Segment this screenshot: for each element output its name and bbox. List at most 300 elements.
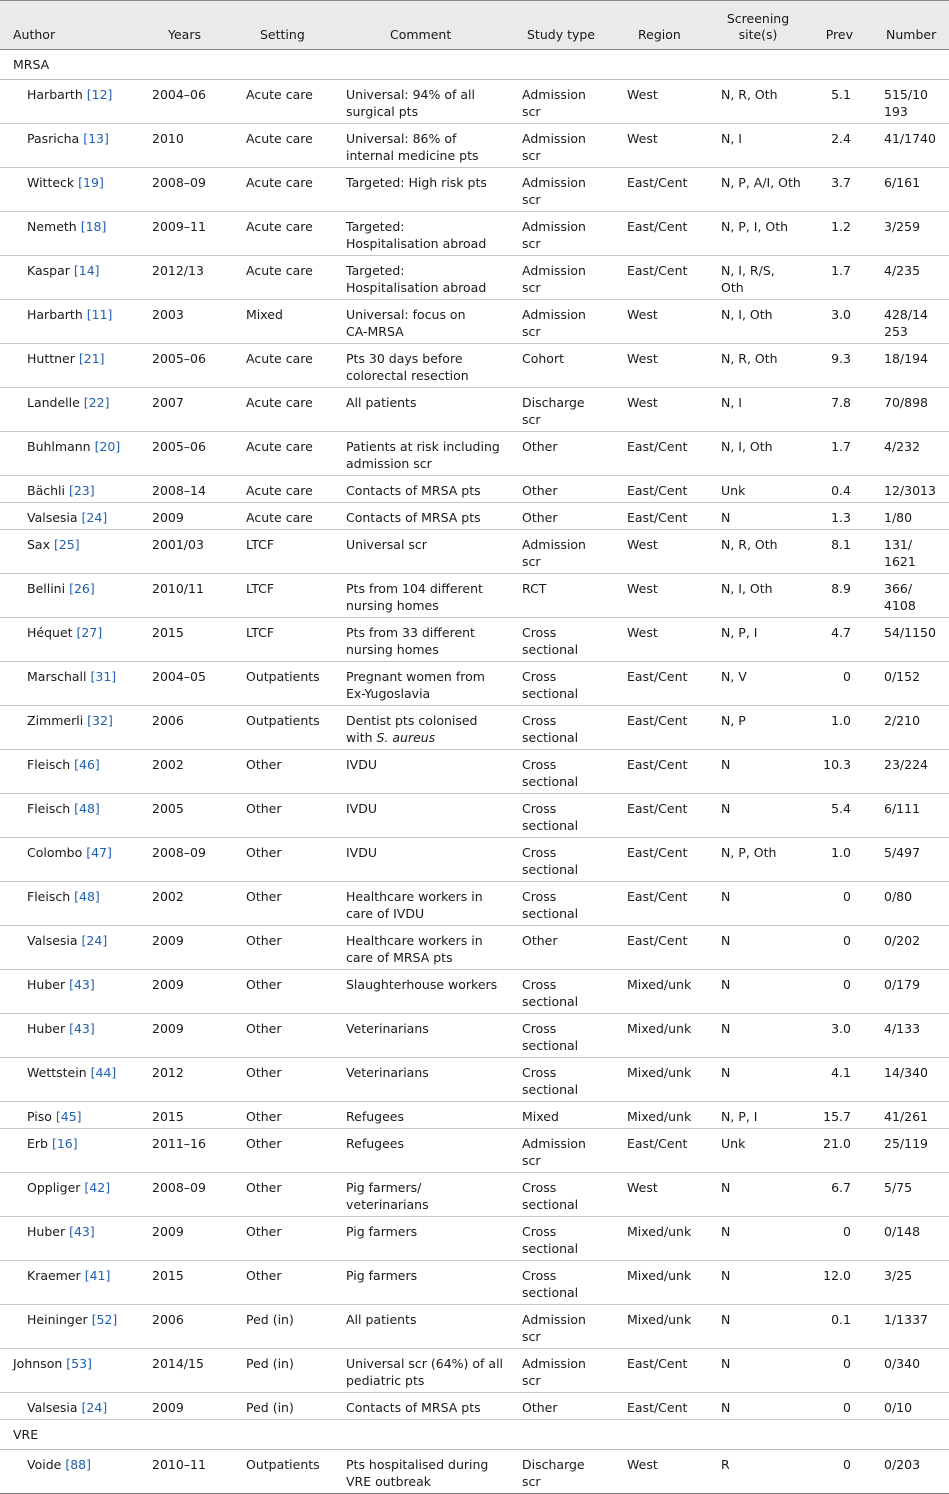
cell-study-type bbox=[522, 888, 578, 922]
cell-screening-sites-line: Unk bbox=[721, 1136, 746, 1151]
cell-screening-sites-line: Unk bbox=[721, 483, 746, 498]
cell-author bbox=[27, 800, 100, 817]
table-row bbox=[0, 1173, 949, 1217]
cell-comment bbox=[346, 1311, 416, 1328]
cell-setting: Other bbox=[246, 977, 282, 992]
cell-screening-sites bbox=[721, 350, 778, 367]
cell-number bbox=[884, 888, 912, 905]
cell-setting: Acute care bbox=[246, 395, 313, 410]
cell-study-type-line: Cross bbox=[522, 1180, 557, 1195]
cell-author bbox=[27, 130, 109, 147]
header-author: Author bbox=[13, 27, 56, 42]
cell-number-line: 0/80 bbox=[884, 889, 913, 904]
cell-number-line: 0/179 bbox=[884, 977, 921, 992]
cell-study-type-line: scr bbox=[522, 554, 541, 569]
cell-study-type-line: Cross bbox=[522, 713, 557, 728]
cell-prev: 3.0 bbox=[831, 307, 851, 322]
cell-study-type bbox=[522, 262, 586, 296]
table-row bbox=[0, 1305, 949, 1349]
cell-comment-line: Contacts of MRSA pts bbox=[346, 510, 481, 525]
cell-years: 2008–09 bbox=[152, 175, 206, 190]
cell-comment bbox=[346, 756, 377, 773]
reference-link[interactable]: [14] bbox=[73, 263, 100, 278]
cell-number-line: 0/340 bbox=[884, 1356, 921, 1371]
cell-study-type-line: Cross bbox=[522, 669, 557, 684]
cell-study-type-line: sectional bbox=[522, 642, 579, 657]
header-number: Number bbox=[886, 27, 937, 42]
cell-years: 2012/13 bbox=[152, 263, 204, 278]
author-name: Bellini bbox=[27, 581, 66, 596]
cell-prev: 3.0 bbox=[831, 1021, 851, 1036]
reference-link[interactable]: [42] bbox=[84, 1180, 111, 1195]
cell-comment bbox=[346, 438, 500, 472]
cell-study-type-line: scr bbox=[522, 192, 541, 207]
cell-years: 2015 bbox=[152, 625, 184, 640]
cell-screening-sites-line: N bbox=[721, 801, 731, 816]
cell-setting: Other bbox=[246, 1224, 282, 1239]
cell-number-line: 4/133 bbox=[884, 1021, 921, 1036]
cell-author bbox=[27, 174, 104, 191]
cell-setting: Other bbox=[246, 1136, 282, 1151]
table-row bbox=[0, 344, 949, 388]
cell-study-type-line: scr bbox=[522, 1373, 541, 1388]
cell-comment bbox=[346, 624, 475, 658]
cell-setting: Other bbox=[246, 1268, 282, 1283]
table-header bbox=[0, 0, 949, 50]
cell-author bbox=[27, 1179, 110, 1196]
cell-study-type bbox=[522, 1355, 586, 1389]
cell-study-type-line: Cross bbox=[522, 1224, 557, 1239]
cell-comment bbox=[346, 1135, 404, 1152]
cell-region: West bbox=[627, 1457, 658, 1472]
reference-link[interactable]: [24] bbox=[81, 510, 108, 525]
table-row bbox=[0, 750, 949, 794]
cell-comment-line: colorectal resection bbox=[346, 368, 469, 383]
author-name: Landelle bbox=[27, 395, 80, 410]
cell-study-type-line: scr bbox=[522, 148, 541, 163]
cell-screening-sites-line: N bbox=[721, 977, 731, 992]
cell-setting: Other bbox=[246, 933, 282, 948]
cell-comment bbox=[346, 1064, 429, 1081]
reference-link[interactable]: [21] bbox=[78, 351, 105, 366]
cell-study-type bbox=[522, 1135, 586, 1169]
cell-author bbox=[27, 438, 120, 455]
cell-years: 2009 bbox=[152, 1021, 184, 1036]
cell-number bbox=[884, 668, 920, 685]
cell-setting: Ped (in) bbox=[246, 1312, 294, 1327]
cell-comment bbox=[346, 509, 481, 526]
reference-link[interactable]: [19] bbox=[78, 175, 104, 190]
cell-comment-line: Healthcare workers in bbox=[346, 889, 483, 904]
cell-study-type-line: scr bbox=[522, 324, 541, 339]
cell-study-type-line: Admission bbox=[522, 307, 586, 322]
cell-prev: 0 bbox=[843, 889, 851, 904]
cell-region: East/Cent bbox=[627, 1356, 688, 1371]
cell-screening-sites bbox=[721, 394, 742, 411]
cell-prev: 7.8 bbox=[831, 395, 851, 410]
cell-number-line: 428/14 bbox=[884, 307, 928, 322]
cell-study-type-line: Other bbox=[522, 439, 558, 454]
reference-link[interactable]: [18] bbox=[80, 219, 107, 234]
reference-link[interactable]: [20] bbox=[94, 439, 121, 454]
reference-link[interactable]: [45] bbox=[55, 1109, 82, 1124]
cell-number-line: 0/10 bbox=[884, 1400, 913, 1415]
cell-study-type-line: Admission bbox=[522, 1136, 586, 1151]
cell-setting: Other bbox=[246, 1021, 282, 1036]
cell-number bbox=[884, 712, 920, 729]
cell-author bbox=[27, 482, 95, 499]
cell-comment-line: Veterinarians bbox=[346, 1065, 429, 1080]
author-name: Colombo bbox=[27, 845, 83, 860]
cell-comment bbox=[346, 712, 478, 746]
cell-number bbox=[884, 509, 912, 526]
cell-comment bbox=[346, 350, 469, 384]
cell-prev: 0.1 bbox=[831, 1312, 851, 1327]
cell-prev: 0 bbox=[843, 933, 851, 948]
cell-prev: 1.7 bbox=[831, 263, 851, 278]
cell-study-type-line: sectional bbox=[522, 774, 579, 789]
cell-number-line: 0/152 bbox=[884, 669, 921, 684]
cell-screening-sites bbox=[721, 482, 745, 499]
cell-screening-sites-line: N bbox=[721, 1180, 731, 1195]
table-row bbox=[0, 970, 949, 1014]
cell-setting: Other bbox=[246, 889, 282, 904]
cell-region: Mixed/unk bbox=[627, 1268, 692, 1283]
cell-screening-sites-line: N bbox=[721, 757, 731, 772]
cell-number-line: 0/148 bbox=[884, 1224, 921, 1239]
author-name: Valsesia bbox=[27, 933, 78, 948]
cell-number bbox=[884, 1456, 920, 1473]
cell-screening-sites bbox=[721, 174, 801, 191]
cell-comment bbox=[346, 130, 479, 164]
cell-author bbox=[27, 1064, 116, 1081]
cell-comment-line: VRE outbreak bbox=[346, 1474, 431, 1489]
cell-years: 2009 bbox=[152, 510, 184, 525]
cell-prev: 4.1 bbox=[831, 1065, 851, 1080]
reference-link[interactable]: [46] bbox=[74, 757, 100, 772]
cell-comment bbox=[346, 174, 487, 191]
author-name: Valsesia bbox=[27, 1400, 78, 1415]
cell-comment-line: pediatric pts bbox=[346, 1373, 425, 1388]
cell-author bbox=[27, 580, 95, 597]
cell-setting: Outpatients bbox=[246, 669, 320, 684]
table-row bbox=[0, 1450, 949, 1494]
cell-study-type bbox=[522, 624, 578, 658]
cell-setting: Acute care bbox=[246, 219, 313, 234]
cell-study-type-line: Admission bbox=[522, 87, 586, 102]
author-name: Wettstein bbox=[27, 1065, 87, 1080]
cell-screening-sites bbox=[721, 86, 778, 103]
cell-region: East/Cent bbox=[627, 1400, 688, 1415]
cell-number-line: 70/898 bbox=[884, 395, 928, 410]
reference-link[interactable]: [16] bbox=[51, 1136, 78, 1151]
cell-number bbox=[884, 1399, 912, 1416]
reference-link[interactable]: [25] bbox=[53, 537, 80, 552]
section-row bbox=[0, 1420, 949, 1450]
cell-years: 2007 bbox=[152, 395, 184, 410]
cell-screening-sites bbox=[721, 262, 775, 296]
cell-screening-sites bbox=[721, 756, 730, 773]
header-region: Region bbox=[638, 27, 681, 42]
table-row bbox=[0, 476, 949, 503]
cell-number bbox=[884, 86, 928, 120]
author-name: Valsesia bbox=[27, 510, 78, 525]
cell-comment bbox=[346, 218, 486, 252]
reference-link[interactable]: [43] bbox=[69, 977, 95, 992]
reference-link[interactable]: [11] bbox=[86, 307, 113, 322]
cell-number-line: 6/161 bbox=[884, 175, 921, 190]
cell-comment bbox=[346, 482, 481, 499]
reference-link[interactable]: [31] bbox=[90, 669, 117, 684]
cell-author bbox=[27, 262, 100, 279]
header-study-type: Study type bbox=[527, 27, 595, 42]
cell-comment-line: Universal: 94% of all bbox=[346, 87, 475, 102]
reference-link[interactable]: [88] bbox=[65, 1457, 91, 1472]
author-name: Kaspar bbox=[27, 263, 70, 278]
cell-number bbox=[884, 1267, 912, 1284]
reference-link[interactable]: [43] bbox=[69, 1021, 95, 1036]
cell-setting: LTCF bbox=[246, 537, 275, 552]
cell-comment-line: All patients bbox=[346, 395, 417, 410]
cell-study-type-line: Mixed bbox=[522, 1109, 559, 1124]
cell-screening-sites bbox=[721, 1355, 730, 1372]
cell-comment-line: All patients bbox=[346, 1312, 417, 1327]
cell-years: 2003 bbox=[152, 307, 184, 322]
cell-screening-sites-line: N, R, Oth bbox=[721, 537, 778, 552]
header-prev: Prev bbox=[825, 27, 853, 42]
cell-author bbox=[27, 536, 80, 553]
cell-number-line: 0/203 bbox=[884, 1457, 921, 1472]
cell-study-type-line: scr bbox=[522, 104, 541, 119]
cell-study-type bbox=[522, 1311, 586, 1345]
cell-number-line: 54/1150 bbox=[884, 625, 936, 640]
table-row bbox=[0, 794, 949, 838]
reference-link[interactable]: [48] bbox=[74, 801, 100, 816]
cell-region: East/Cent bbox=[627, 1136, 688, 1151]
cell-comment bbox=[346, 1267, 417, 1284]
cell-study-type bbox=[522, 1179, 578, 1213]
cell-number-line: 41/1740 bbox=[884, 131, 936, 146]
table-row bbox=[0, 256, 949, 300]
cell-number bbox=[884, 1311, 928, 1328]
cell-author bbox=[27, 509, 107, 526]
cell-prev: 21.0 bbox=[823, 1136, 851, 1151]
cell-number-line: 5/75 bbox=[884, 1180, 913, 1195]
cell-prev: 4.7 bbox=[831, 625, 851, 640]
cell-number-line: 5/497 bbox=[884, 845, 921, 860]
cell-screening-sites-line: N bbox=[721, 1065, 731, 1080]
cell-comment bbox=[346, 580, 483, 614]
header-years: Years bbox=[168, 27, 201, 42]
cell-comment-line: IVDU bbox=[346, 845, 378, 860]
author-name: Johnson bbox=[13, 1356, 63, 1371]
cell-region: East/Cent bbox=[627, 175, 688, 190]
cell-number-line: 193 bbox=[884, 104, 908, 119]
cell-author bbox=[27, 1108, 82, 1125]
cell-screening-sites bbox=[721, 1064, 730, 1081]
cell-author bbox=[27, 86, 112, 103]
cell-years: 2005–06 bbox=[152, 351, 206, 366]
cell-region: Mixed/unk bbox=[627, 1224, 692, 1239]
cell-setting: Acute care bbox=[246, 263, 313, 278]
cell-screening-sites bbox=[721, 624, 757, 641]
reference-link[interactable]: [44] bbox=[90, 1065, 117, 1080]
reference-link[interactable]: [24] bbox=[81, 1400, 108, 1415]
header-comment: Comment bbox=[390, 27, 452, 42]
cell-region: East/Cent bbox=[627, 510, 688, 525]
cell-study-type-line: Discharge bbox=[522, 1457, 585, 1472]
cell-number-line: 3/259 bbox=[884, 219, 921, 234]
cell-comment bbox=[346, 86, 475, 120]
author-name: Erb bbox=[27, 1136, 48, 1151]
table-row bbox=[0, 124, 949, 168]
table-row bbox=[0, 926, 949, 970]
cell-number-line: 4/232 bbox=[884, 439, 921, 454]
cell-comment bbox=[346, 1456, 488, 1490]
cell-setting: Mixed bbox=[246, 307, 283, 322]
cell-setting: Outpatients bbox=[246, 1457, 320, 1472]
cell-number-line: 515/10 bbox=[884, 87, 928, 102]
reference-link[interactable]: [41] bbox=[84, 1268, 111, 1283]
reference-link[interactable]: [27] bbox=[76, 625, 103, 640]
cell-study-type-line: Cross bbox=[522, 801, 557, 816]
reference-link[interactable]: [13] bbox=[83, 131, 109, 146]
cell-author bbox=[27, 1223, 95, 1240]
cell-region: Mixed/unk bbox=[627, 977, 692, 992]
cell-screening-sites-line: Oth bbox=[721, 280, 744, 295]
cell-years: 2010 bbox=[152, 131, 184, 146]
table-row bbox=[0, 706, 949, 750]
reference-link[interactable]: [22] bbox=[83, 395, 110, 410]
cell-author bbox=[27, 1456, 91, 1473]
cell-study-type bbox=[522, 218, 586, 252]
cell-study-type bbox=[522, 580, 546, 597]
cell-study-type-line: sectional bbox=[522, 994, 579, 1009]
cell-study-type-line: Cross bbox=[522, 625, 557, 640]
cell-prev: 0 bbox=[843, 1457, 851, 1472]
cell-prev: 5.4 bbox=[831, 801, 851, 816]
section-title: MRSA bbox=[13, 57, 50, 72]
cell-study-type bbox=[522, 976, 578, 1010]
reference-link[interactable]: [23] bbox=[68, 483, 95, 498]
cell-number-line: 1621 bbox=[884, 554, 916, 569]
cell-study-type-line: Cross bbox=[522, 1065, 557, 1080]
table-row bbox=[0, 300, 949, 344]
cell-screening-sites-line: N bbox=[721, 1268, 731, 1283]
cell-prev: 1.2 bbox=[831, 219, 851, 234]
reference-link[interactable]: [43] bbox=[69, 1224, 95, 1239]
cell-number-line: 253 bbox=[884, 324, 908, 339]
cell-study-type-line: sectional bbox=[522, 818, 579, 833]
cell-screening-sites-line: N bbox=[721, 1224, 731, 1239]
cell-comment bbox=[346, 800, 377, 817]
author-name: Huber bbox=[27, 977, 66, 992]
cell-comment bbox=[346, 1355, 503, 1389]
cell-study-type bbox=[522, 130, 586, 164]
reference-link[interactable]: [47] bbox=[86, 845, 112, 860]
cell-prev: 0 bbox=[843, 1356, 851, 1371]
cell-number bbox=[884, 218, 920, 235]
cell-years: 2008–09 bbox=[152, 1180, 206, 1195]
cell-prev: 9.3 bbox=[831, 351, 851, 366]
reference-link[interactable]: [26] bbox=[69, 581, 95, 596]
author-name: Fleisch bbox=[27, 757, 71, 772]
cell-comment-line: Pts hospitalised during bbox=[346, 1457, 489, 1472]
cell-study-type bbox=[522, 668, 578, 702]
cell-author bbox=[27, 668, 116, 685]
cell-prev: 6.7 bbox=[831, 1180, 851, 1195]
cell-screening-sites bbox=[721, 976, 730, 993]
cell-screening-sites-line: N bbox=[721, 510, 731, 525]
cell-years: 2010/11 bbox=[152, 581, 204, 596]
cell-comment-line: Ex-Yugoslavia bbox=[346, 686, 431, 701]
table-row bbox=[0, 574, 949, 618]
cell-region: Mixed/unk bbox=[627, 1065, 692, 1080]
organism-name: S. aureus bbox=[376, 730, 436, 745]
author-name: Fleisch bbox=[27, 889, 71, 904]
cell-screening-sites-line: N, P bbox=[721, 713, 746, 728]
cell-region: East/Cent bbox=[627, 439, 688, 454]
cell-author bbox=[27, 218, 106, 235]
cell-comment-line: Targeted: bbox=[346, 219, 405, 234]
cell-study-type-line: Admission bbox=[522, 263, 586, 278]
reference-link[interactable]: [24] bbox=[81, 933, 108, 948]
cell-study-type-line: Other bbox=[522, 510, 558, 525]
cell-region: Mixed/unk bbox=[627, 1109, 692, 1124]
cell-prev: 3.7 bbox=[831, 175, 851, 190]
cell-study-type-line: sectional bbox=[522, 1197, 579, 1212]
reference-link[interactable]: [52] bbox=[91, 1312, 118, 1327]
cell-study-type bbox=[522, 1108, 559, 1125]
cell-comment-line: Hospitalisation abroad bbox=[346, 236, 487, 251]
reference-link[interactable]: [12] bbox=[86, 87, 113, 102]
cell-comment-line: internal medicine pts bbox=[346, 148, 479, 163]
author-name: Buhlmann bbox=[27, 439, 91, 454]
author-name: Pasricha bbox=[27, 131, 80, 146]
cell-comment-line: Contacts of MRSA pts bbox=[346, 483, 481, 498]
cell-comment bbox=[346, 1020, 429, 1037]
cell-screening-sites-line: N, P, I bbox=[721, 1109, 758, 1124]
cell-comment-line: Pig farmers/ bbox=[346, 1180, 422, 1195]
cell-author bbox=[27, 350, 105, 367]
cell-number bbox=[884, 1064, 928, 1081]
cell-years: 2008–09 bbox=[152, 845, 206, 860]
reference-link[interactable]: [32] bbox=[87, 713, 113, 728]
table-row bbox=[0, 1014, 949, 1058]
cell-number-line: 3/25 bbox=[884, 1268, 913, 1283]
cell-number bbox=[884, 394, 928, 411]
cell-screening-sites-line: N, R, Oth bbox=[721, 87, 778, 102]
cell-screening-sites-line: N bbox=[721, 1356, 731, 1371]
table-row bbox=[0, 1349, 949, 1393]
reference-link[interactable]: [48] bbox=[74, 889, 100, 904]
reference-link[interactable]: [53] bbox=[66, 1356, 92, 1371]
cell-study-type-line: Cross bbox=[522, 845, 557, 860]
cell-number bbox=[884, 624, 936, 641]
cell-comment bbox=[346, 1223, 417, 1240]
cell-study-type bbox=[522, 509, 558, 526]
cell-comment-line: Hospitalisation abroad bbox=[346, 280, 487, 295]
cell-setting: Other bbox=[246, 1109, 282, 1124]
cell-study-type-line: scr bbox=[522, 1153, 541, 1168]
cell-comment-line: Pts from 104 different bbox=[346, 581, 483, 596]
cell-comment-line: Pig farmers bbox=[346, 1268, 418, 1283]
cell-prev: 1.0 bbox=[831, 845, 851, 860]
cell-comment bbox=[346, 394, 416, 411]
cell-screening-sites-line: N, P, Oth bbox=[721, 845, 777, 860]
cell-author bbox=[27, 1399, 107, 1416]
cell-comment-line: IVDU bbox=[346, 801, 378, 816]
